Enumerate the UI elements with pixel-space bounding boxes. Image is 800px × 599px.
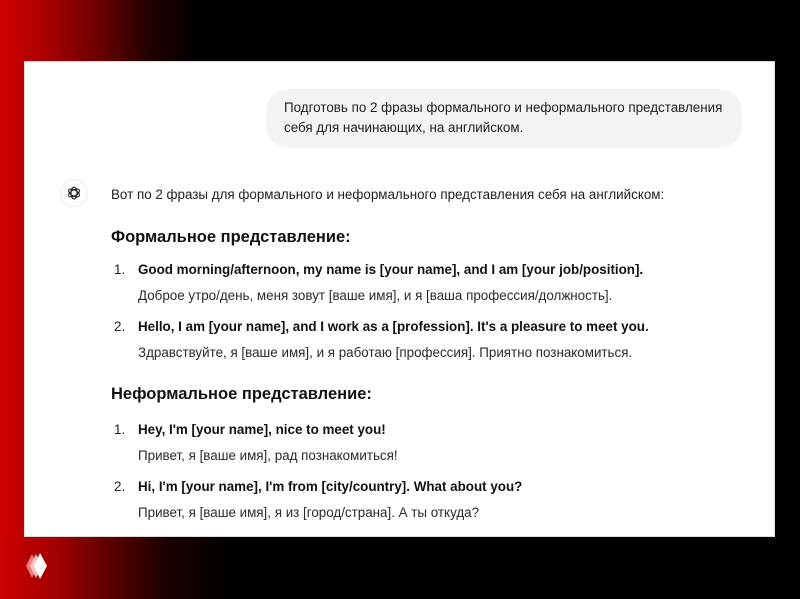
item-number: 1. bbox=[114, 422, 126, 437]
user-message-bubble bbox=[266, 89, 742, 148]
item-number: 2. bbox=[114, 319, 126, 334]
openai-logo-icon bbox=[66, 185, 82, 201]
diamond-stack-logo-icon bbox=[18, 548, 50, 584]
item-number: 2. bbox=[114, 479, 126, 494]
bottom-band bbox=[0, 536, 800, 599]
item-russian: Доброе утро/день, меня зовут [ваше имя], и я [ваша профессия/должность]. bbox=[138, 288, 613, 303]
item-russian: Привет, я [ваше имя], я из [город/страна]. А ты откуда? bbox=[138, 505, 480, 520]
item-russian: Привет, я [ваше имя], рад познакомиться! bbox=[138, 448, 398, 463]
chat-card bbox=[25, 62, 774, 536]
item-english: Hey, I'm [your name], nice to meet you! bbox=[138, 422, 386, 437]
item-english: Good morning/afternoon, my name is [your name], and I am [your job/position]. bbox=[138, 262, 644, 277]
item-english: Hi, I'm [your name], I'm from [city/country]. What about you? bbox=[138, 479, 523, 494]
item-number: 1. bbox=[114, 262, 126, 277]
item-english: Hello, I am [your name], and I work as a [profession]. It's a pleasure to meet you. bbox=[138, 319, 649, 334]
section-heading-informal: Неформальное представление: bbox=[111, 385, 372, 403]
assistant-avatar bbox=[60, 179, 88, 207]
user-message-text: Подготовь по 2 фразы формального и неформального представления себя для начинающих, на английском. bbox=[284, 100, 723, 135]
section-heading-formal: Формальное представление: bbox=[111, 228, 351, 246]
item-russian: Здравствуйте, я [ваше имя], и я работаю [профессия]. Приятно познакомиться. bbox=[138, 345, 633, 360]
assistant-intro: Вот по 2 фразы для формального и неформального представления себя на английском: bbox=[111, 187, 665, 202]
